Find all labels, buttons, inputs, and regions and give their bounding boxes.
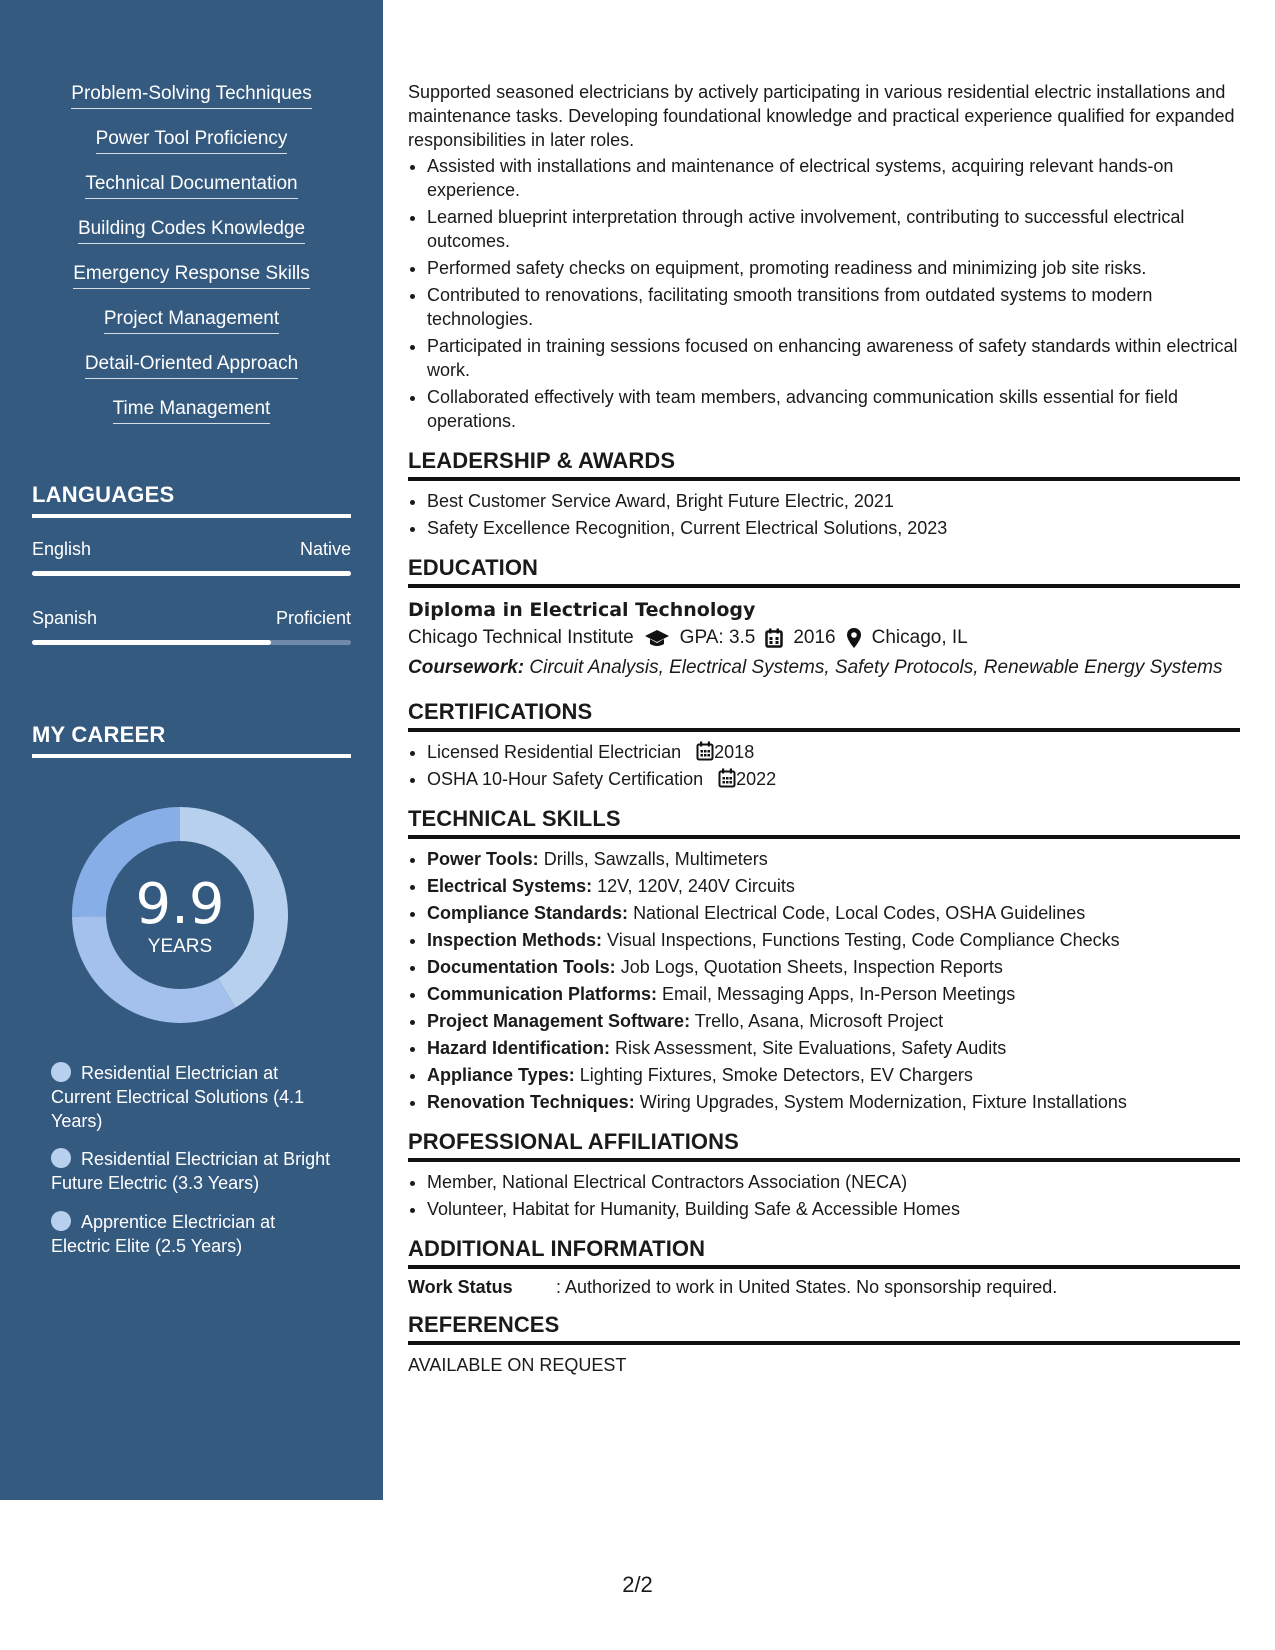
education-heading: EDUCATION — [408, 556, 1240, 588]
list-item — [427, 1090, 1240, 1114]
sidebar — [0, 0, 383, 1500]
language-level: Proficient — [275, 608, 351, 628]
skill-value: Email, Messaging Apps, In-Person Meetings — [662, 984, 1016, 1004]
skill-item: Detail-Oriented Approach — [85, 352, 298, 379]
certification-name: OSHA 10-Hour Safety Certification — [427, 769, 704, 789]
list-item — [427, 874, 1240, 898]
career-legend-item — [51, 1061, 331, 1133]
skill-item: Problem-Solving Techniques — [71, 82, 311, 109]
list-item — [427, 955, 1240, 979]
skill-label: Renovation Techniques: — [427, 1092, 635, 1112]
education-year: 2016 — [793, 627, 836, 648]
work-status-row — [408, 1275, 1240, 1299]
skill-value: 12V, 120V, 240V Circuits — [597, 876, 795, 896]
career-unit-label: YEARS — [147, 936, 213, 957]
skill-label: Hazard Identification: — [427, 1038, 611, 1058]
education-location: Chicago, IL — [871, 627, 968, 648]
references-text: AVAILABLE ON REQUEST — [408, 1355, 627, 1375]
language-bar-fill — [32, 571, 351, 576]
skill-label: Appliance Types: — [427, 1065, 575, 1085]
career-legend-item — [51, 1210, 331, 1258]
list-item — [427, 740, 1240, 764]
skill-item: Project Management — [104, 307, 279, 334]
legend-dot-icon — [51, 1148, 71, 1168]
list-item — [427, 1036, 1240, 1060]
career-heading: MY CAREER — [32, 722, 351, 758]
technical-skills-heading: TECHNICAL SKILLS — [408, 807, 1240, 839]
page-number: 2/2 — [622, 1572, 653, 1597]
skill-value: Drills, Sawzalls, Multimeters — [543, 849, 768, 869]
leadership-heading: LEADERSHIP & AWARDS — [408, 449, 1240, 481]
legend-dot-icon — [51, 1211, 71, 1231]
list-item — [427, 1009, 1240, 1033]
skill-item: Time Management — [113, 397, 271, 424]
work-status-value: : Authorized to work in United States. No sponsorship required. — [556, 1277, 1058, 1297]
skill-item: Technical Documentation — [85, 172, 297, 199]
leadership-list — [408, 489, 1240, 540]
education-details — [408, 626, 1240, 650]
skill-value: Job Logs, Quotation Sheets, Inspection Reports — [620, 957, 1003, 977]
experience-summary: Supported seasoned electricians by actively participating in various residential electric installations and maintenance tasks. Developing foundational knowledge and practical experience qualified for expanded responsibilities in later roles. — [408, 82, 1235, 150]
certification-year: 2018 — [714, 742, 755, 762]
list-item: • Member, National Electrical Contractors Association (NECA) — [427, 1170, 1240, 1194]
certification-year: 2022 — [736, 769, 777, 789]
language-name: English — [32, 539, 92, 559]
list-item: • Best Customer Service Award, Bright Future Electric, 2021 — [427, 489, 1240, 513]
list-item: • Collaborated effectively with team members, advancing communication skills essential for field operations. — [427, 385, 1240, 433]
skill-value: Risk Assessment, Site Evaluations, Safety Audits — [615, 1038, 1007, 1058]
certification-name: Licensed Residential Electrician — [427, 742, 682, 762]
career-legend-text: Apprentice Electrician at Electric Elite (2.5 Years) — [51, 1212, 276, 1256]
affiliations-heading: PROFESSIONAL AFFILIATIONS — [408, 1130, 1240, 1162]
skill-value: National Electrical Code, Local Codes, OSHA Guidelines — [633, 903, 1086, 923]
list-item: • Learned blueprint interpretation through active involvement, contributing to successful electrical outcomes. — [427, 205, 1240, 253]
skill-label: Documentation Tools: — [427, 957, 616, 977]
references-heading: REFERENCES — [408, 1313, 1240, 1345]
skill-value: Visual Inspections, Functions Testing, Code Compliance Checks — [607, 930, 1120, 950]
skill-label: Project Management Software: — [427, 1011, 691, 1031]
language-bar-fill — [32, 640, 271, 645]
education-gpa: GPA: 3.5 — [679, 627, 756, 648]
skill-item: Power Tool Proficiency — [96, 127, 288, 154]
skill-value: Wiring Upgrades, System Modernization, Fixture Installations — [639, 1092, 1127, 1112]
skills-list — [0, 82, 383, 442]
education-school: Chicago Technical Institute — [408, 627, 634, 648]
skill-label: Power Tools: — [427, 849, 539, 869]
language-level: Native — [299, 539, 351, 559]
skill-label: Compliance Standards: — [427, 903, 629, 923]
coursework-text: Circuit Analysis, Electrical Systems, Safety Protocols, Renewable Energy Systems — [529, 657, 1223, 678]
skill-label: Inspection Methods: — [427, 930, 602, 950]
graduation-cap-icon — [644, 628, 670, 648]
education-coursework — [408, 656, 1240, 680]
education-degree: Diploma in Electrical Technology — [408, 599, 756, 621]
coursework-label: Coursework: — [408, 657, 525, 678]
career-total-years: 9.9 — [135, 872, 225, 937]
skill-label: Communication Platforms: — [427, 984, 658, 1004]
skill-item: Building Codes Knowledge — [78, 217, 305, 244]
legend-dot-icon — [51, 1062, 71, 1082]
experience-bullets — [408, 154, 1240, 433]
career-donut-chart — [65, 800, 295, 1030]
certifications-list — [408, 740, 1240, 791]
list-item: • Performed safety checks on equipment, promoting readiness and minimizing job site risks. — [427, 256, 1240, 280]
list-item: • Contributed to renovations, facilitating smooth transitions from outdated systems to modern technologies. — [427, 283, 1240, 331]
languages-heading: LANGUAGES — [32, 482, 351, 518]
language-bar-spanish — [32, 640, 351, 645]
career-legend-text: Residential Electrician at Bright Future Electric (3.3 Years) — [51, 1149, 331, 1193]
list-item — [427, 1063, 1240, 1087]
list-item: • Participated in training sessions focused on enhancing awareness of safety standards within electrical work. — [427, 334, 1240, 382]
calendar-icon — [718, 768, 736, 788]
skill-value: Lighting Fixtures, Smoke Detectors, EV Chargers — [579, 1065, 973, 1085]
list-item — [427, 982, 1240, 1006]
skill-value: Trello, Asana, Microsoft Project — [694, 1011, 944, 1031]
career-legend-item — [51, 1147, 331, 1195]
calendar-icon — [765, 628, 783, 648]
list-item — [427, 767, 1240, 791]
affiliations-list — [408, 1170, 1240, 1221]
main-content — [408, 80, 1240, 1377]
list-item: • Volunteer, Habitat for Humanity, Building Safe & Accessible Homes — [427, 1197, 1240, 1221]
language-name: Spanish — [32, 608, 98, 628]
map-pin-icon — [846, 627, 862, 649]
list-item — [427, 928, 1240, 952]
list-item: • Safety Excellence Recognition, Current Electrical Solutions, 2023 — [427, 516, 1240, 540]
language-bar-english — [32, 571, 351, 576]
career-legend-text: Residential Electrician at Current Electrical Solutions (4.1 Years) — [51, 1063, 305, 1131]
calendar-icon — [696, 741, 714, 761]
list-item — [427, 901, 1240, 925]
work-status-label: Work Status — [408, 1277, 513, 1297]
technical-skills-list — [408, 847, 1240, 1114]
skill-item: Emergency Response Skills — [73, 262, 310, 289]
certifications-heading: CERTIFICATIONS — [408, 700, 1240, 732]
list-item — [427, 847, 1240, 871]
list-item: • Assisted with installations and maintenance of electrical systems, acquiring relevant hands-on experience. — [427, 154, 1240, 202]
skill-label: Electrical Systems: — [427, 876, 593, 896]
additional-info-heading: ADDITIONAL INFORMATION — [408, 1237, 1240, 1269]
